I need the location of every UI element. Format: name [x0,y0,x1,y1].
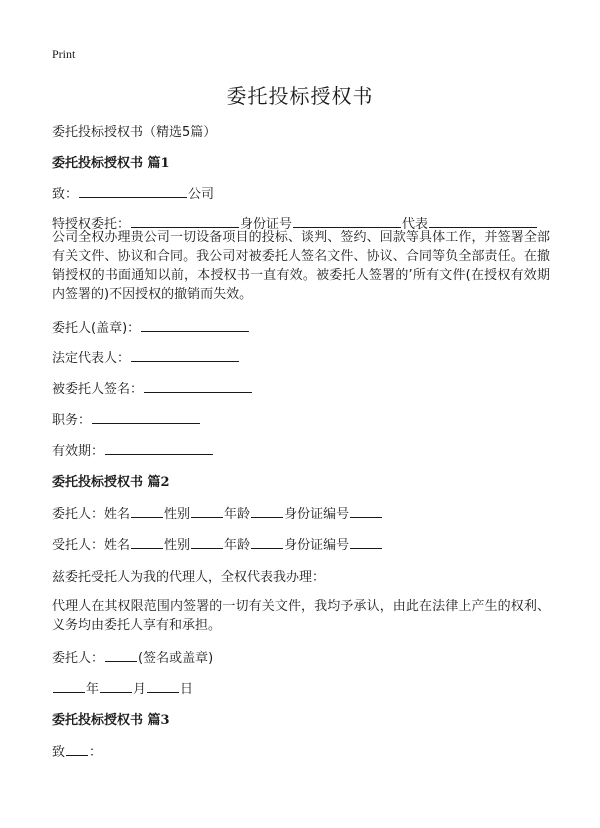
agent-line [52,534,383,553]
field-label: 职务： [52,413,92,428]
field-label: 被委托人签名： [52,382,144,397]
authorization-body: 公司全权办理贵公司一切设备项目的投标、谈判、签约、回款等具体工作，并签署全部有关文件、协议和合同。我公司对被委托人签名文件、协议、合同等负全部责任。在撤销授权的书面通知以前，本授权书一直有效。被委托人签署的’所有文件(在授权有效期内签署的)不因授权的撤销而失效。 [52,230,550,302]
agent-label: 受托人： [52,538,105,553]
field-label: 有效期： [52,444,105,459]
field-blank[interactable] [131,348,239,362]
company-blank[interactable] [79,184,187,198]
id-number-blank[interactable] [293,214,401,228]
name-label: 姓名 [104,538,131,553]
gender-label: 性别 [164,507,191,522]
represent-blank[interactable] [429,214,537,228]
signature-blank[interactable] [105,648,137,662]
field-label: 委托人(盖章)： [52,321,141,336]
name-label: 姓名 [104,507,131,522]
gender-blank[interactable] [191,535,223,549]
id-label: 身份证号 [240,217,293,232]
sign-suffix: (签名或盖章) [138,651,214,666]
field-position [52,409,201,428]
section-heading-1: 委托投标授权书 篇1 [52,156,170,171]
field-validity [52,440,214,459]
document-title: 委托投标授权书 [226,84,374,108]
month-blank[interactable] [100,679,132,693]
field-blank[interactable] [141,318,249,332]
date-line [52,678,193,697]
field-label: 法定代表人： [52,351,131,366]
principal-sign-line [52,647,213,666]
age-label: 年龄 [224,507,251,522]
field-principal-seal [52,317,250,336]
age-blank[interactable] [251,504,283,518]
to-blank[interactable] [66,742,88,756]
print-label[interactable]: Print [52,47,76,61]
age-label: 年龄 [224,538,251,553]
id-no-blank[interactable] [350,535,382,549]
to-line [52,183,214,202]
name-blank[interactable] [131,535,163,549]
agent-body: 代理人在其权限范围内签署的一切有关文件，我均予承认，由此在法律上产生的权利、义务均由委托人享有和承担。 [52,599,550,633]
to-label: 致 [52,745,66,760]
field-blank[interactable] [92,410,200,424]
day-label: 日 [180,682,194,697]
field-blank[interactable] [144,379,252,393]
day-blank[interactable] [147,679,179,693]
age-blank[interactable] [251,535,283,549]
field-legal-rep [52,347,240,366]
id-no-blank[interactable] [350,504,382,518]
authorized-blank[interactable] [131,214,239,228]
document-subtitle: 委托投标授权书（精选5篇） [52,125,217,140]
gender-blank[interactable] [191,504,223,518]
to-label: 致： [52,187,79,202]
to-suffix: 公司 [188,187,215,202]
year-blank[interactable] [53,679,85,693]
section-heading-3: 委托投标授权书 篇3 [52,713,170,728]
sign-label: 委托人： [52,651,105,666]
name-blank[interactable] [131,504,163,518]
appoint-statement: 兹委托受托人为我的代理人，全权代表我办理： [52,570,326,585]
month-label: 月 [133,682,147,697]
auth-prefix: 特授权委托： [52,217,131,232]
to-line-3 [52,741,102,760]
year-label: 年 [86,682,100,697]
principal-line [52,503,383,522]
id-no-label: 身份证编号 [284,538,350,553]
gender-label: 性别 [164,538,191,553]
id-no-label: 身份证编号 [284,507,350,522]
section-heading-2: 委托投标授权书 篇2 [52,475,170,490]
principal-label: 委托人： [52,507,105,522]
field-blank[interactable] [105,441,213,455]
rep-label: 代表 [402,217,429,232]
field-agent-signature [52,378,253,397]
to-colon: ： [89,745,103,760]
